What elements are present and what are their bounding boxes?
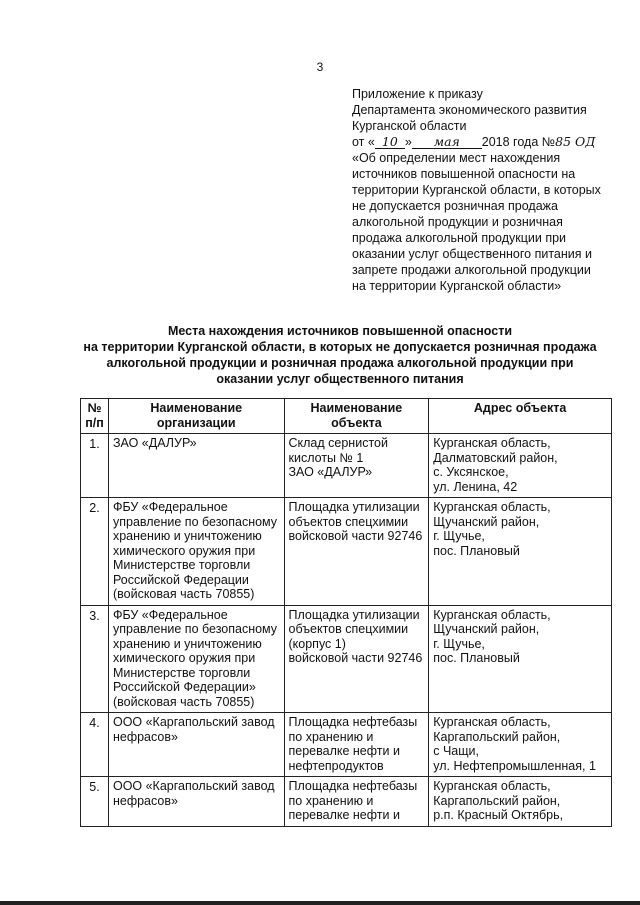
row-num: 1. xyxy=(81,434,109,498)
header-address: Адрес объекта xyxy=(429,399,612,434)
table-header-row xyxy=(81,399,612,434)
row-address: Курганская область, Каргапольский район, р.п. Красный Октябрь, xyxy=(429,777,612,827)
row-address: Курганская область, Щучанский район, г. Щучье, пос. Плановый xyxy=(429,498,612,606)
appendix-title-line: не допускается розничная продажа xyxy=(352,199,558,213)
date-mid: » xyxy=(404,135,412,149)
appendix-title-line: территории Курганской области, в которых xyxy=(352,183,601,197)
appendix-block xyxy=(352,86,627,294)
row-organization: ООО «Каргапольский завод нефрасов» xyxy=(108,713,284,777)
handwritten-month: мая xyxy=(412,135,482,149)
row-address: Курганская область, Щучанский район, г. Щучье, пос. Плановый xyxy=(429,605,612,713)
row-num: 2. xyxy=(81,498,109,606)
document-heading xyxy=(60,323,620,387)
row-object: Площадка нефтебазы по хранению и перевалке нефти и нефтепродуктов xyxy=(284,713,429,777)
appendix-line-3: Курганской области xyxy=(352,119,467,133)
heading-line: оказании услуг общественного питания xyxy=(216,372,464,386)
heading-line: Места нахождения источников повышенной опасности xyxy=(167,324,513,338)
appendix-date-line xyxy=(352,134,627,150)
table-row xyxy=(81,434,612,498)
appendix-title-line: алкогольной продукции и розничная xyxy=(352,215,563,229)
table-row xyxy=(81,777,612,827)
appendix-title-line: на территории Курганской области» xyxy=(352,279,562,293)
row-object: Площадка нефтебазы по хранению и перевалке нефти и xyxy=(284,777,429,827)
appendix-title-line: продажа алкогольной продукции при xyxy=(352,231,567,245)
heading-line: на территории Курганской области, в которых не допускается розничная продажа xyxy=(83,340,597,354)
appendix-line-2: Департамента экономического развития xyxy=(352,103,587,117)
header-organization: Наименование организации xyxy=(108,399,284,434)
appendix-title-line: источников повышенной опасности на xyxy=(352,167,576,181)
row-organization: ЗАО «ДАЛУР» xyxy=(108,434,284,498)
appendix-line-1: Приложение к приказу xyxy=(352,87,483,101)
appendix-title-line: запрете продажи алкогольной продукции xyxy=(352,263,591,277)
table-row xyxy=(81,605,612,713)
row-organization: ФБУ «Федеральное управление по безопасному хранению и уничтожению химического оружия при Министерстве торговли Российской Федерации» (войсковая часть 70855) xyxy=(108,605,284,713)
row-address: Курганская область, Каргапольский район, с Чащи, ул. Нефтепромышленная, 1 xyxy=(429,713,612,777)
handwritten-day: 10 xyxy=(375,135,405,149)
handwritten-order-number: 85 ОД xyxy=(555,134,596,149)
row-address: Курганская область, Далматовский район, с. Уксянское, ул. Ленина, 42 xyxy=(429,434,612,498)
date-prefix: от « xyxy=(352,135,375,149)
page-number: 3 xyxy=(316,60,324,74)
row-num: 3. xyxy=(81,605,109,713)
header-num: № п/п xyxy=(81,399,109,434)
appendix-title-line: «Об определении мест нахождения xyxy=(352,151,561,165)
table-row xyxy=(81,713,612,777)
row-object: Площадка утилизации объектов спецхимии войсковой части 92746 xyxy=(284,498,429,606)
row-num: 5. xyxy=(81,777,109,827)
row-organization: ООО «Каргапольский завод нефрасов» xyxy=(108,777,284,827)
scan-edge-divider xyxy=(0,901,640,905)
header-object: Наименование объекта xyxy=(284,399,429,434)
appendix-title-line: оказании услуг общественного питания и xyxy=(352,247,592,261)
row-object: Склад сернистой кислоты № 1 ЗАО «ДАЛУР» xyxy=(284,434,429,498)
table-row xyxy=(81,498,612,606)
row-num: 4. xyxy=(81,713,109,777)
row-object: Площадка утилизации объектов спецхимии (корпус 1) войсковой части 92746 xyxy=(284,605,429,713)
heading-line: алкогольной продукции и розничная продажа алкогольной продукции при xyxy=(106,356,574,370)
row-organization: ФБУ «Федеральное управление по безопасному хранению и уничтожению химического оружия при Министерстве торговли Российской Федерации (войсковая часть 70855) xyxy=(108,498,284,606)
date-year: 2018 года № xyxy=(481,135,556,149)
hazard-sites-table xyxy=(80,398,612,827)
